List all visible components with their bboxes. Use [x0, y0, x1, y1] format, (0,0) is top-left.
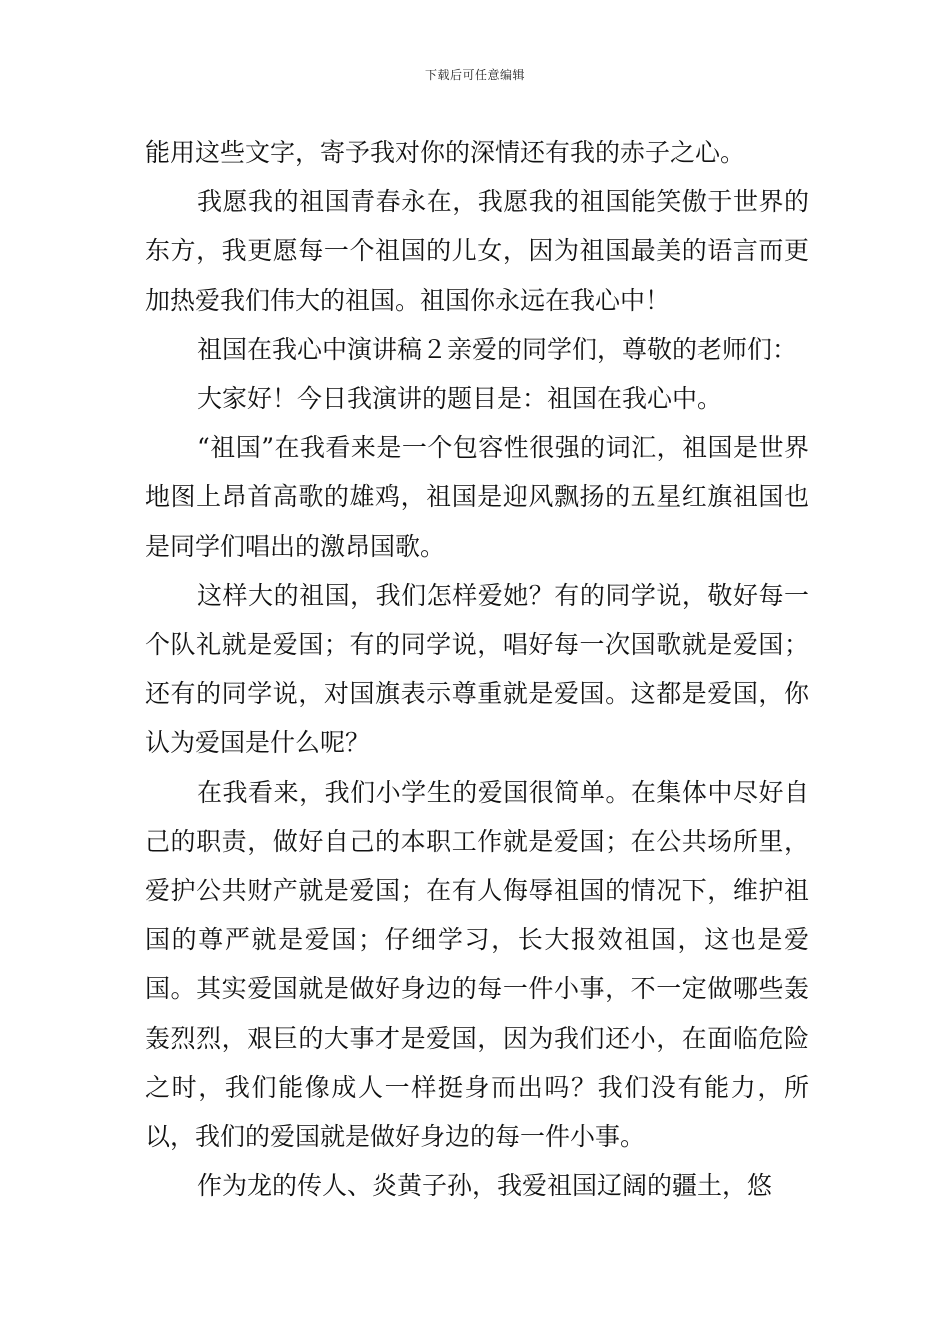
- paragraph: 能用这些文字，寄予我对你的深情还有我的赤子之心。: [145, 138, 746, 167]
- paragraph: 我愿我的祖国青春永在，我愿我的祖国能笑傲于世界的东方，我更愿每一个祖国的儿女，因为祖国最美的语言而更加热爱我们伟大的祖国。祖国你永远在我心中！: [145, 187, 809, 315]
- paragraph: “祖国”在我看来是一个包容性很强的词汇，祖国是世界地图上昂首高歌的雄鸡，祖国是迎风飘扬的五星红旗祖国也是同学们唱出的激昂国歌。: [145, 433, 809, 561]
- paragraph: 这样大的祖国，我们怎样爱她？有的同学说，敬好每一个队礼就是爱国；有的同学说，唱好每一次国歌就是爱国；还有的同学说，对国旗表示尊重就是爱国。这都是爱国，你认为爱国是什么呢？: [145, 580, 809, 758]
- page-header: 下载后可任意编辑: [424, 68, 525, 82]
- paragraph: 作为龙的传人、炎黄子孙，我爱祖国辽阔的疆土，悠: [197, 1171, 773, 1201]
- paragraph: 大家好！今日我演讲的题目是：祖国在我心中。: [197, 384, 723, 414]
- document-body: [145, 128, 809, 1210]
- paragraph: 在我看来，我们小学生的爱国很简单。在集体中尽好自己的职责，做好自己的本职工作就是爱国；在公共场所里，爱护公共财产就是爱国；在有人侮辱祖国的情况下，维护祖国的尊严就是爱国；仔细学习，长大报效祖国，这也是爱国。其实爱国就是做好身边的每一件小事，不一定做哪些轰轰烈烈，艰巨的大事才是爱国，因为我们还小，在面临危险之时，我们能像成人一样挺身而出吗？我们没有能力，所以，我们的爱国就是做好身边的每一件小事。: [145, 777, 809, 1152]
- paragraph: 祖国在我心中演讲稿２亲爱的同学们，尊敬的老师们：: [197, 334, 798, 364]
